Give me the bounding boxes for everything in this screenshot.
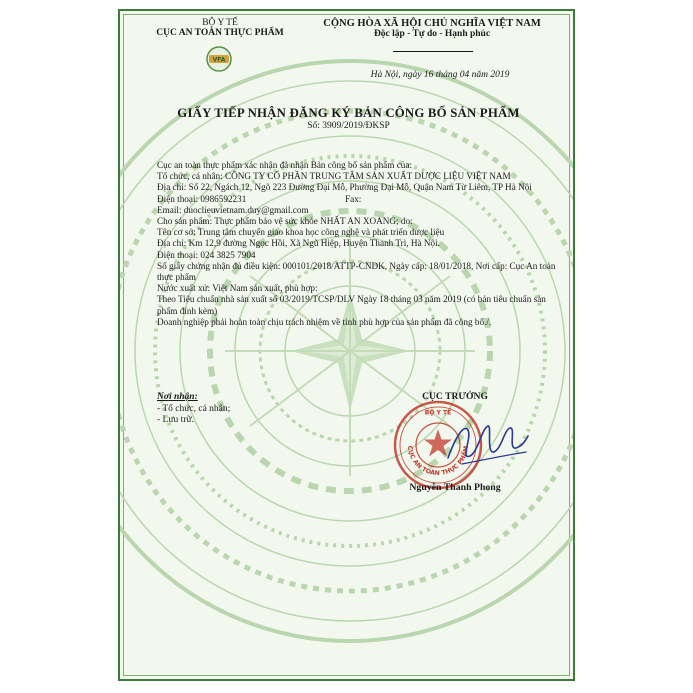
nation-header <box>298 18 566 39</box>
certificate-page <box>118 9 575 681</box>
nation-name: CỘNG HÒA XÃ HỘI CHỦ NGHĨA VIỆT NAM <box>323 18 541 29</box>
document-title: GIẤY TIẾP NHẬN ĐĂNG KÝ BẢN CÔNG BỐ SẢN PHẨM <box>177 106 520 120</box>
director-title: CỤC TRƯỞNG <box>422 391 488 402</box>
ministry-name: BỘ Y TẾ <box>202 18 238 28</box>
agency-logo-text: VFA <box>212 56 226 64</box>
nation-motto: Độc lập - Tự do - Hạnh phúc <box>373 29 491 39</box>
origin-line: Nước xuất xứ: Việt Nam sản xuất, phù hợp: <box>157 283 318 294</box>
facility-line: Tên cơ sở: Trung tâm chuyển giao khoa học công nghệ và phát triển dược liệu <box>157 227 445 238</box>
agency-name: CỤC AN TOÀN THỰC PHẨM <box>156 28 284 38</box>
seal-top-text: BỘ Y TẾ <box>424 409 452 417</box>
agency-logo-icon <box>206 46 232 72</box>
date-line: Hà Nội, ngày 16 tháng 04 năm 2019 <box>370 70 510 80</box>
facility-address-line: Địa chỉ: Km 12,9 đường Ngọc Hồi, Xã Ngũ Hiệp, Huyện Thanh Trì, Hà Nội. <box>157 238 440 249</box>
phone-line: Điện thoại: 0986592231 <box>157 193 247 204</box>
seal-ring-text: CỤC AN TOÀN THỰC PHẨM <box>405 445 471 478</box>
handwritten-signature <box>442 416 532 476</box>
fax-line: Fax: <box>345 193 362 204</box>
recipients-heading: Nơi nhận: <box>157 392 198 402</box>
certificate-line: Số giấy chứng nhận đủ điều kiện: 000101/2018/ATTP-CNDK, Ngày cấp: 18/01/2018, Nơi cấp: Cục An toàn thực phẩm <box>157 260 556 283</box>
agency-header <box>140 18 300 38</box>
document-number: Số: 3909/2019/ĐKSP <box>307 121 390 131</box>
intro-line: Cục an toàn thực phẩm xác nhận đã nhận Bản công bố sản phẩm của: <box>157 160 413 170</box>
responsibility-line: Doanh nghiệp phải hoàn toàn chịu trách nhiệm về tính phù hợp của sản phẩm đã công bố./. <box>157 316 492 327</box>
facility-phone-line: Điện thoại: 024 3825 7904 <box>157 249 256 260</box>
standard-line: Theo Tiêu chuẩn nhà sản xuất số 03/2019/TCSP/DLV Ngày 18 tháng 03 năm 2019 (có bản tiêu chuẩn sản phẩm đính kèm) <box>157 294 546 316</box>
address-line: Địa chỉ: Số 22, Ngách 12, Ngõ 223 Đường Đại Mỗ, Phường Đại Mỗ, Quận Nam Từ Liêm, TP Hà Nội <box>157 182 532 193</box>
phone-fax-line <box>157 194 559 205</box>
recipients-block <box>157 392 230 427</box>
motto-underline <box>393 51 473 52</box>
recipient-item: - Tổ chức, cá nhân; <box>157 403 231 414</box>
organization-line: Tổ chức, cá nhân: CÔNG TY CỔ PHẦN TRUNG TÂM SẢN XUẤT DƯỢC LIỆU VIỆT NAM <box>157 171 511 182</box>
bronze-drum-background <box>118 51 575 651</box>
document-body <box>157 160 559 328</box>
email-line: Email: duoclieuvietnam.duy@gmail.com <box>157 204 309 215</box>
product-line: Cho sản phẩm: Thực phẩm bảo vệ sức khỏe NHẤT AN XOANG; do: <box>157 216 413 227</box>
recipient-item: - Lưu trữ. <box>157 415 194 425</box>
director-name: Nguyễn Thanh Phong <box>409 482 501 493</box>
